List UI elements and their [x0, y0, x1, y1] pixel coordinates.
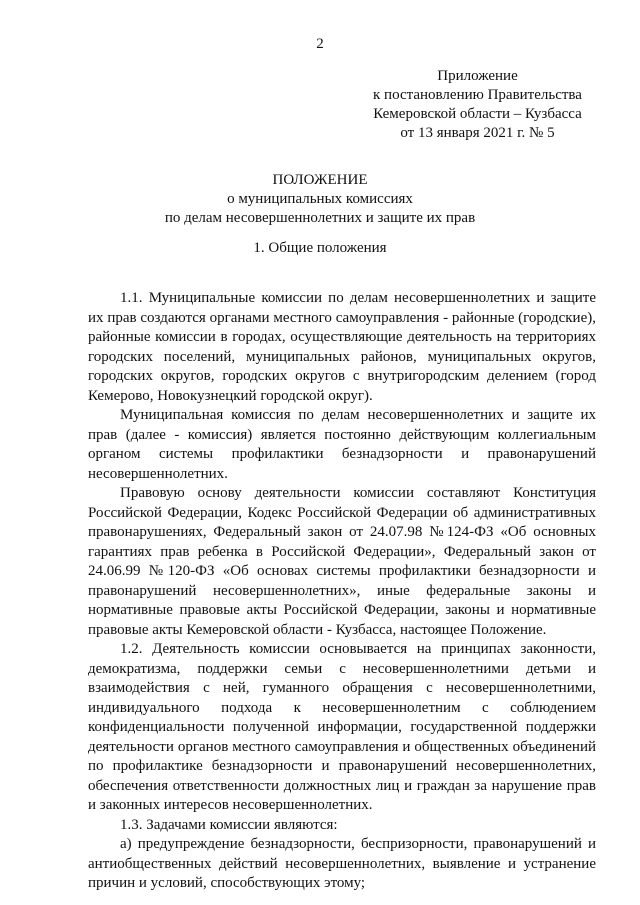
- body-text: [88, 289, 596, 894]
- paragraph: а) предупреждение безнадзорности, беспризорности, правонарушений и антиобщественных действий несовершеннолетних, выявление и устранение причин и условий, способствующих этому;: [88, 836, 596, 891]
- appendix-block: [360, 67, 595, 143]
- paragraph: Муниципальная комиссия по делам несовершеннолетних и защите их прав (далее - комиссия) является постоянно действующим коллегиальным органом системы профилактики безнадзорности и правонарушений несовершеннолетних.: [88, 407, 596, 482]
- appendix-line: Приложение: [437, 68, 518, 84]
- paragraph: 1.3. Задачами комиссии являются:: [120, 816, 338, 833]
- document-title: [0, 171, 640, 228]
- section-heading: 1. Общие положения: [253, 240, 387, 256]
- paragraph: 1.2. Деятельность комиссии основывается на принципах законности, демократизма, поддержки семьи с несовершеннолетними детьми и взаимодействия с ней, гуманного обращения с несовершеннолетними, индивидуального подхода к несовершеннолетним с соблюдением конфиденциальности полученной информации, государственной поддержки деятельности органов местного самоуправления и общественных объединений по профилактике безнадзорности и правонарушений несовершеннолетних, обеспечения ответственности должностных лиц и граждан за нарушение прав и законных интересов несовершеннолетних.: [88, 641, 596, 813]
- appendix-line: к постановлению Правительства: [373, 87, 582, 103]
- paragraph: Правовую основу деятельности комиссии составляют Конституция Российской Федерации, Кодекс Российской Федерации об административных правонарушениях, Федеральный закон от 24.07.98 №124-ФЗ «Об основных гарантиях прав ребенка в Российской Федерации», Федеральный закон от 24.06.99 №120-ФЗ «Об основах системы профилактики безнадзорности и правонарушений несовершеннолетних», иные федеральные законы и нормативные правовые акты Российской Федерации, законы и нормативные правовые акты Кемеровской области - Кузбасса, настоящее Положение.: [88, 485, 596, 638]
- appendix-line: от 13 января 2021 г. № 5: [400, 125, 555, 141]
- title-main: ПОЛОЖЕНИЕ: [272, 172, 368, 188]
- paragraph: 1.1. Муниципальные комиссии по делам несовершеннолетних и защите их прав создаются органами местного самоуправления - районные (городские), районные комиссии в городах, осуществляющие деятельность на территориях городских поселений, муниципальных районов, муниципальных округов, городских округов, городских округов с внутригородским делением (город Кемерово, Новокузнецкий городской округ).: [88, 290, 596, 404]
- title-subtitle: о муниципальных комиссиях: [227, 191, 413, 207]
- appendix-line: Кемеровской области – Кузбасса: [373, 106, 582, 122]
- title-subtitle: по делам несовершеннолетних и защите их прав: [164, 210, 476, 226]
- page-number: 2: [316, 36, 324, 52]
